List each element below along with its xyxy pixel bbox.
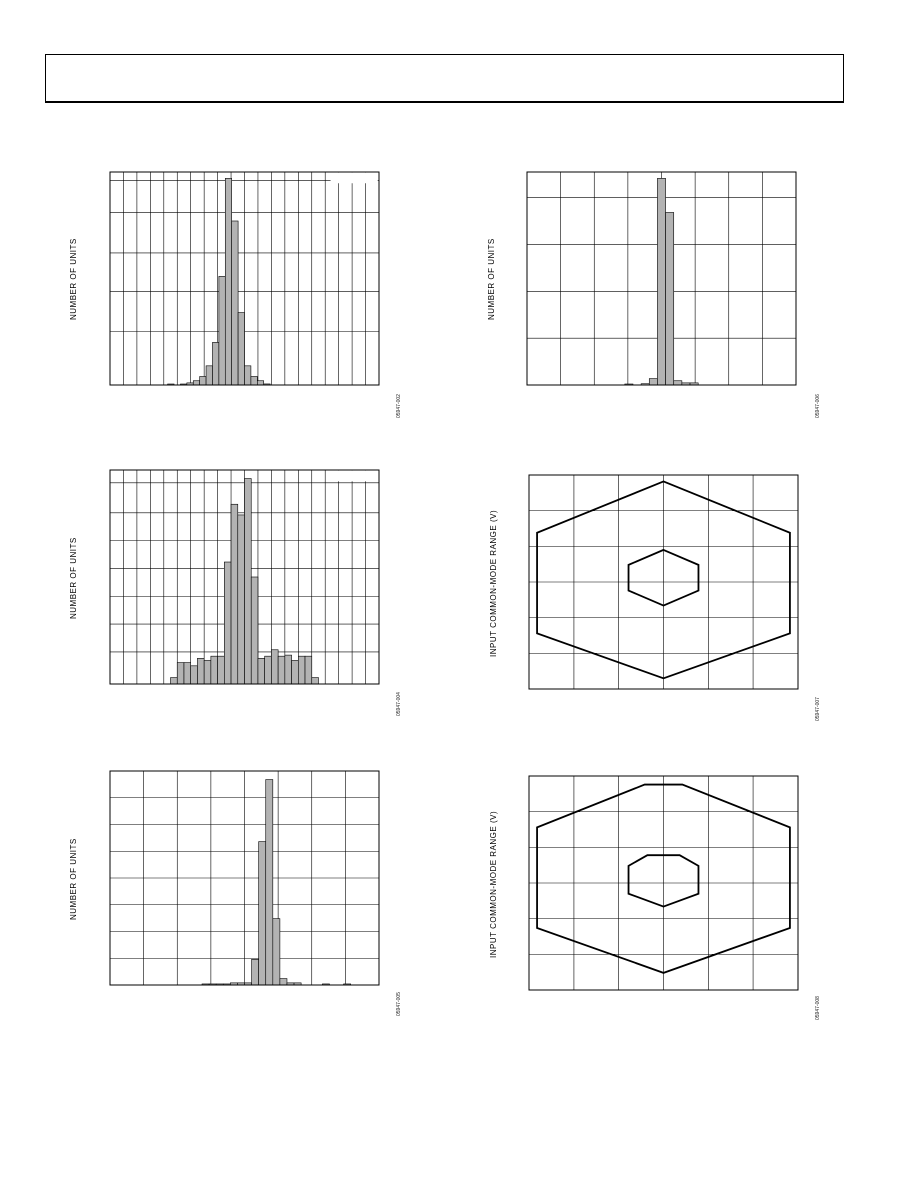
legend-box bbox=[331, 471, 378, 482]
histogram-bar bbox=[292, 660, 299, 684]
figure-id: 05947-002 bbox=[396, 394, 402, 418]
histogram-bar bbox=[177, 663, 184, 684]
y-axis-label: INPUT COMMON-MODE RANGE (V) bbox=[489, 509, 498, 657]
histogram-bar bbox=[266, 780, 273, 985]
histogram-bar bbox=[218, 656, 225, 684]
histogram-bar bbox=[219, 276, 225, 385]
histogram-bar bbox=[204, 660, 211, 684]
histogram-bar bbox=[200, 376, 206, 385]
histogram-bar bbox=[197, 658, 204, 684]
histogram-bar bbox=[259, 842, 266, 985]
histogram-bar bbox=[212, 342, 218, 385]
histogram-plot-4 bbox=[110, 771, 379, 985]
histogram-bar bbox=[171, 678, 178, 684]
grid bbox=[110, 771, 379, 985]
histogram-bar bbox=[280, 979, 287, 985]
grid bbox=[529, 475, 798, 689]
figure-id: 05947-008 bbox=[815, 996, 821, 1020]
histogram-bar bbox=[224, 562, 231, 684]
common-mode-plot-1 bbox=[529, 475, 798, 689]
histogram-bar bbox=[278, 656, 285, 684]
histogram-bar bbox=[238, 515, 245, 684]
histogram-plot-1 bbox=[110, 172, 379, 385]
figure-id: 05947-007 bbox=[815, 697, 821, 721]
bars bbox=[168, 178, 270, 385]
y-axis-label: NUMBER OF UNITS bbox=[487, 238, 496, 320]
histogram-bar bbox=[245, 366, 251, 385]
histogram-bar bbox=[674, 381, 682, 385]
histogram-bar bbox=[285, 655, 292, 684]
bars bbox=[171, 479, 319, 684]
histogram-bar bbox=[305, 656, 312, 684]
bars bbox=[202, 780, 351, 985]
histogram-plot-2 bbox=[527, 172, 796, 385]
histogram-bar bbox=[211, 656, 218, 684]
histogram-bar bbox=[238, 313, 244, 385]
histogram-plot-3 bbox=[110, 470, 379, 684]
common-mode-plot-2 bbox=[529, 776, 798, 990]
histogram-bar bbox=[649, 379, 657, 385]
figure-id: 05947-005 bbox=[396, 992, 402, 1016]
histogram-bar bbox=[251, 577, 258, 684]
histogram-bar bbox=[265, 656, 272, 684]
histogram-bar bbox=[251, 376, 257, 385]
legend-box bbox=[331, 173, 378, 184]
histogram-bar bbox=[252, 959, 259, 985]
bars bbox=[625, 178, 698, 385]
histogram-bar bbox=[258, 658, 265, 684]
grid bbox=[529, 776, 798, 990]
histogram-bar bbox=[298, 656, 305, 684]
histogram-bar bbox=[257, 381, 263, 385]
figure-id: 05947-004 bbox=[396, 692, 402, 716]
histogram-bar bbox=[657, 178, 665, 385]
histogram-bar bbox=[312, 678, 319, 684]
histogram-bar bbox=[666, 212, 674, 385]
histogram-bar bbox=[245, 479, 252, 684]
page-header-box bbox=[45, 54, 844, 103]
histogram-bar bbox=[231, 504, 238, 684]
histogram-bar bbox=[206, 366, 212, 385]
histogram-bar bbox=[273, 919, 280, 985]
histogram-bar bbox=[184, 663, 191, 684]
histogram-bar bbox=[225, 178, 231, 385]
y-axis-label: INPUT COMMON-MODE RANGE (V) bbox=[489, 810, 498, 958]
y-axis-label: NUMBER OF UNITS bbox=[69, 238, 78, 320]
y-axis-label: NUMBER OF UNITS bbox=[69, 838, 78, 920]
histogram-bar bbox=[271, 650, 278, 684]
figure-id: 05947-006 bbox=[815, 394, 821, 418]
histogram-bar bbox=[232, 221, 238, 385]
y-axis-label: NUMBER OF UNITS bbox=[69, 537, 78, 619]
histogram-bar bbox=[191, 666, 198, 684]
histogram-bar bbox=[193, 381, 199, 385]
